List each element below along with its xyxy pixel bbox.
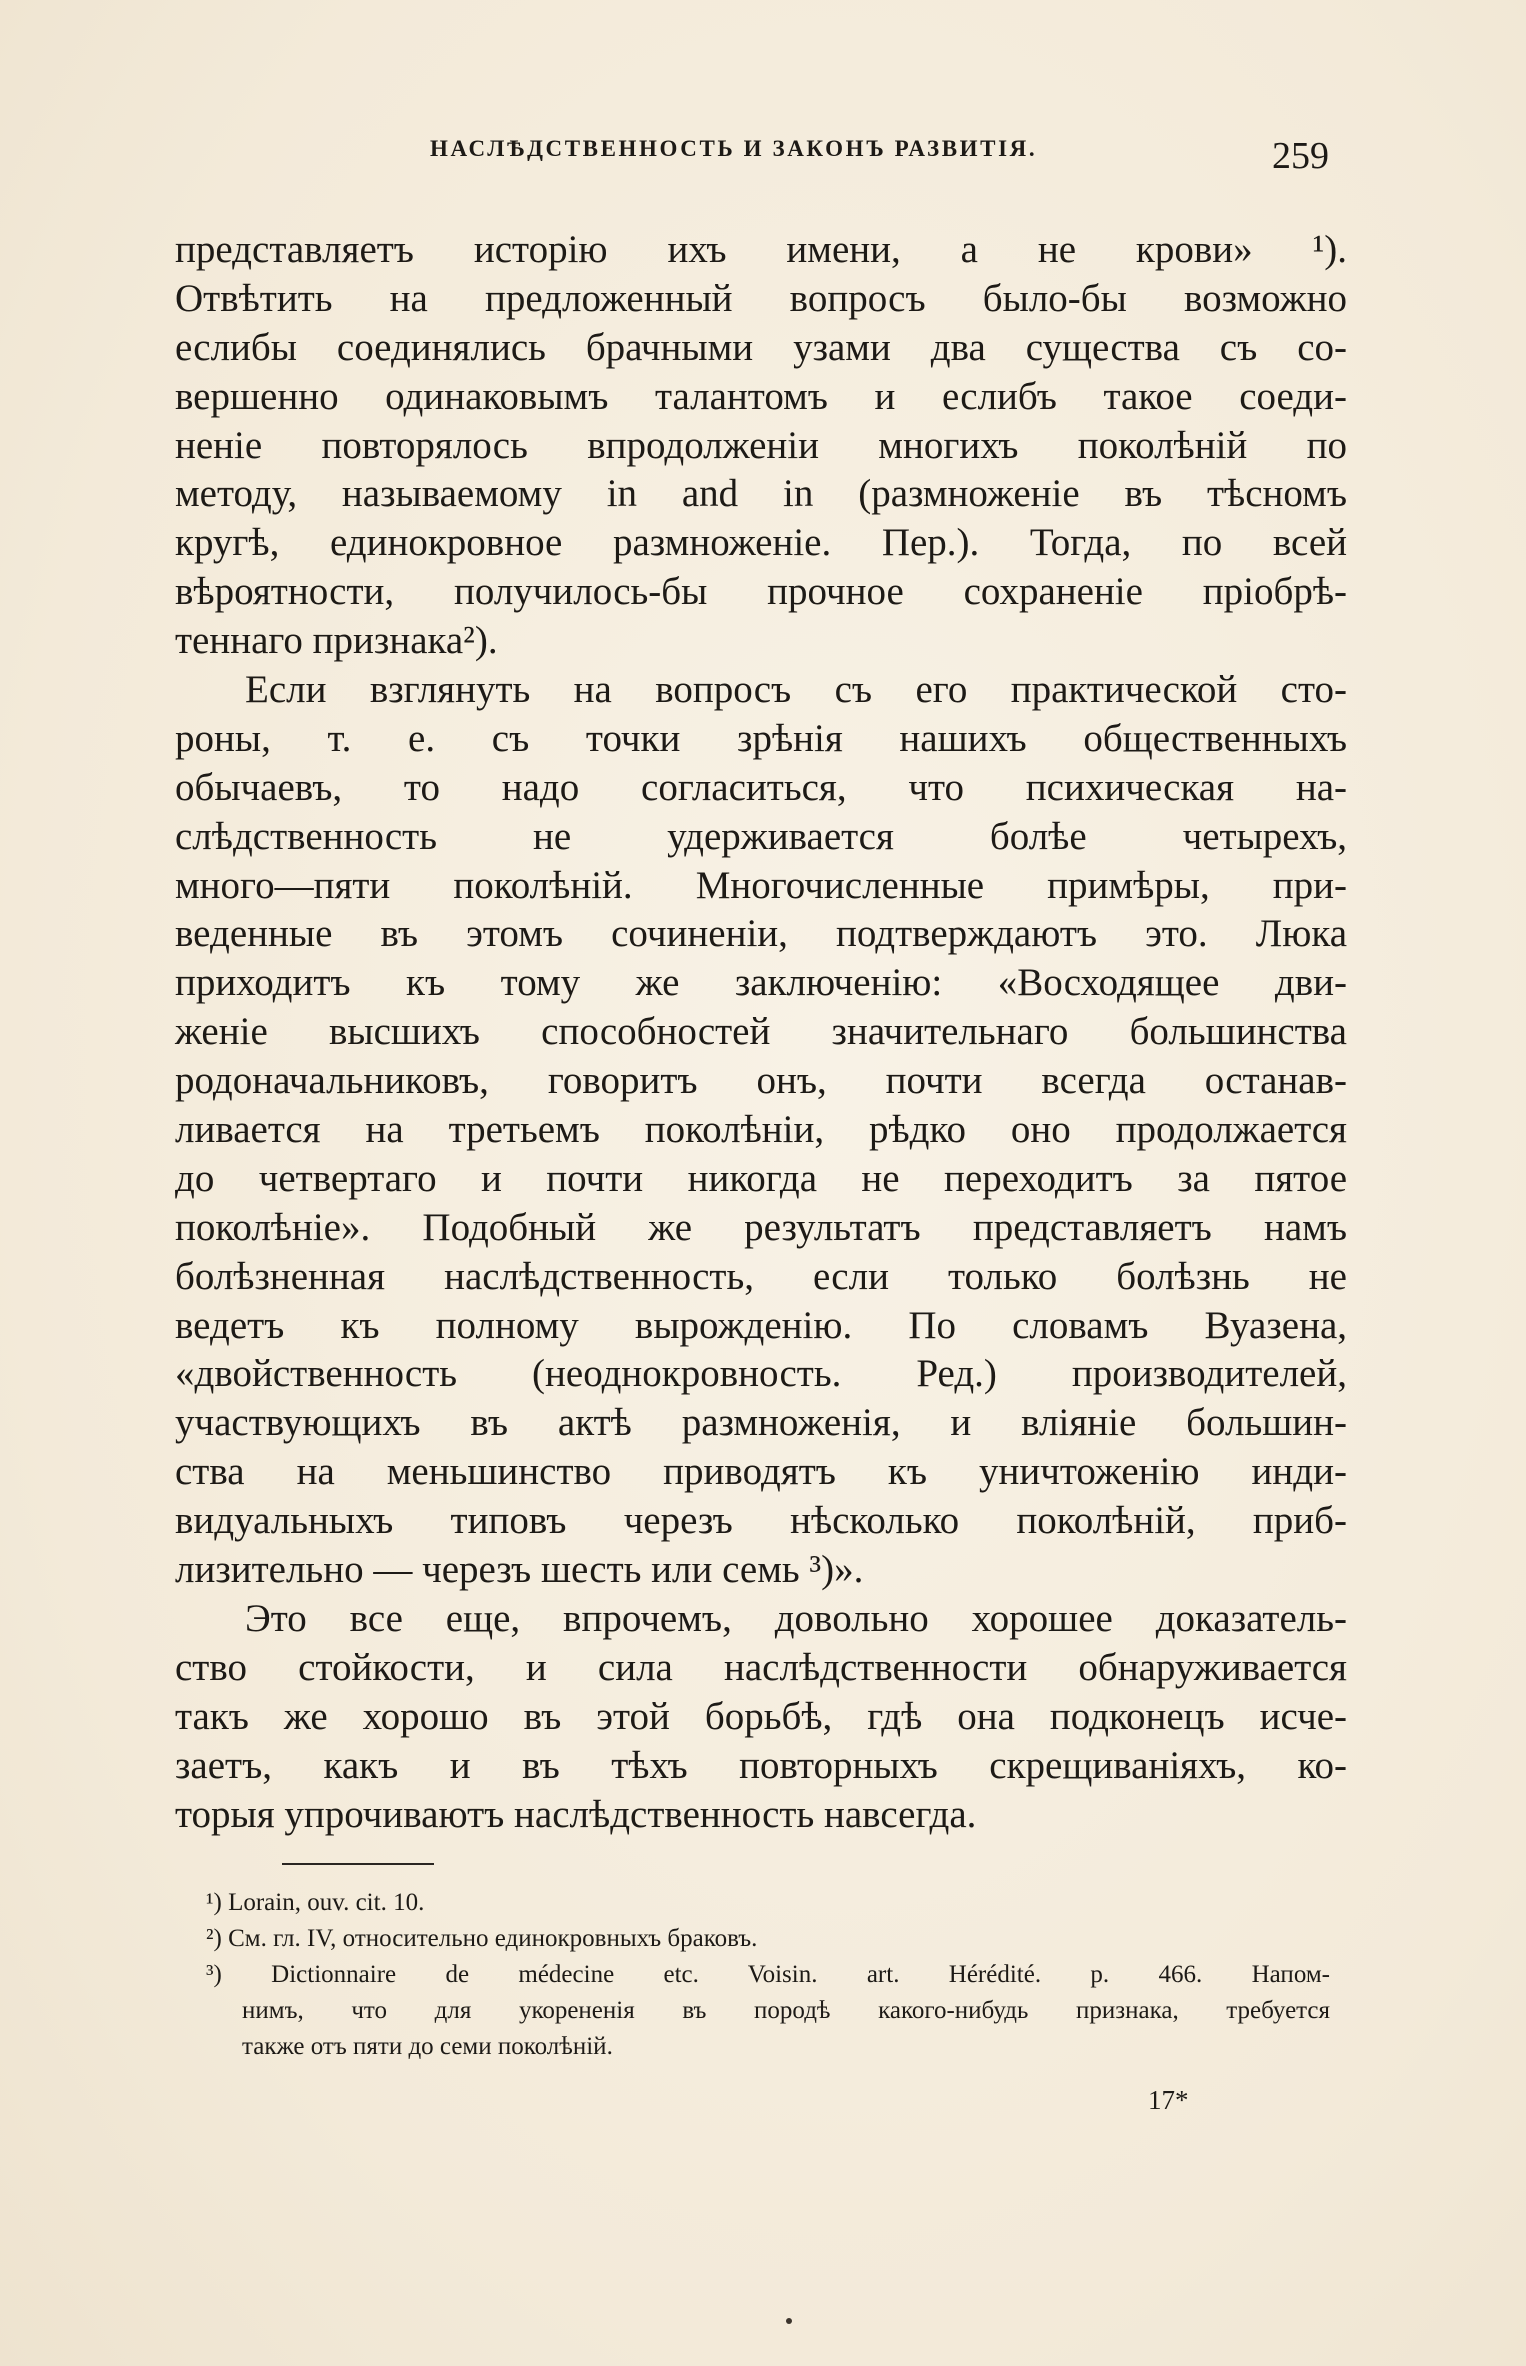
text-line: методу, называемому in and in (размноженіе въ тѣсномъ xyxy=(175,472,1347,516)
footnote-2: ²) См. гл. IV, относительно единокровныхъ браковъ. xyxy=(206,1925,758,1952)
text-line: такъ же хорошо въ этой борьбѣ, гдѣ она подконецъ исче- xyxy=(175,1694,1347,1738)
text-line: видуальныхъ типовъ черезъ нѣсколько поколѣній, приб- xyxy=(175,1499,1347,1543)
text-line: Отвѣтить на предложенный вопросъ было-бы возможно xyxy=(175,276,1347,320)
footnote-separator xyxy=(282,1863,434,1865)
text-line: поколѣніе». Подобный же результатъ представляетъ намъ xyxy=(175,1205,1347,1249)
signature-mark: 17* xyxy=(1148,2085,1189,2115)
text-line: «двойственность (неоднокровность. Ред.) производителей, xyxy=(175,1352,1347,1396)
text-line: еслибы соединялись брачными узами два существа съ со- xyxy=(175,325,1347,369)
text-line: родоначальниковъ, говоритъ онъ, почти всегда останав- xyxy=(175,1059,1347,1103)
text-line: заетъ, какъ и въ тѣхъ повторныхъ скрещиваніяхъ, ко- xyxy=(175,1743,1347,1787)
text-line: слѣдственность не удерживается болѣе четырехъ, xyxy=(175,814,1347,858)
text-line: много—пяти поколѣній. Многочисленные примѣры, при- xyxy=(175,863,1347,907)
text-line: болѣзненная наслѣдственность, если только болѣзнь не xyxy=(175,1254,1347,1298)
text-line: ство стойкости, и сила наслѣдственности обнаруживается xyxy=(175,1645,1347,1689)
text-line: приходитъ къ тому же заключенію: «Восходящее дви- xyxy=(175,961,1347,1005)
text-line: до четвертаго и почти никогда не переходитъ за пятое xyxy=(175,1156,1347,1200)
text-line: женіе высшихъ способностей значительнаго большинства xyxy=(175,1010,1347,1054)
footnote-3-continued: нимъ, что для укорененія въ породѣ какого-нибудь признака, требуется xyxy=(242,1997,1330,2024)
body-text xyxy=(175,226,1347,1839)
footnote-1: ¹) Lorain, ouv. cit. 10. xyxy=(206,1889,425,1916)
text-line: обычаевъ, то надо согласиться, что психическая на- xyxy=(175,765,1347,809)
ink-speck xyxy=(786,2318,792,2324)
text-line: неніе повторялось впродолженіи многихъ поколѣній по xyxy=(175,423,1347,467)
text-line: веденные въ этомъ сочиненіи, подтверждаютъ это. Люка xyxy=(175,912,1347,956)
text-line: вѣроятности, получилось-бы прочное сохраненіе пріобрѣ- xyxy=(175,570,1347,614)
text-line: торыя упрочиваютъ наслѣдственность навсегда. xyxy=(175,1792,977,1836)
text-line: представляетъ исторію ихъ имени, а не крови» ¹). xyxy=(175,228,1347,271)
paragraph-start-line: Это все еще, впрочемъ, довольно хорошее доказатель- xyxy=(245,1596,1347,1640)
text-line: ства на меньшинство приводятъ къ уничтоженію инди- xyxy=(175,1450,1347,1494)
paragraph-start-line: Если взглянуть на вопросъ съ его практической сто- xyxy=(245,668,1347,712)
text-line: теннаго признака²). xyxy=(175,619,498,663)
text-line: ливается на третьемъ поколѣніи, рѣдко оно продолжается xyxy=(175,1108,1347,1152)
text-line: лизительно — черезъ шесть или семь ³)». xyxy=(175,1548,864,1592)
running-title: НАСЛѢДСТВЕННОСТЬ И ЗАКОНЪ РАЗВИТІЯ. xyxy=(430,136,1038,161)
text-line: роны, т. е. съ точки зрѣнія нашихъ общественныхъ xyxy=(175,716,1347,760)
footnotes xyxy=(206,1885,1330,2065)
text-line: ведетъ къ полному вырожденію. По словамъ Вуазена, xyxy=(175,1303,1347,1347)
text-line: кругѣ, единокровное размноженіе. Пер.). Тогда, по всей xyxy=(175,521,1347,565)
page-number: 259 xyxy=(1272,135,1329,177)
footnote-3: ³) Dictionnaire de médecine etc. Voisin. art. Hérédité. p. 466. Напом- xyxy=(206,1961,1330,1988)
text-line: вершенно одинаковымъ талантомъ и еслибъ такое соеди- xyxy=(175,374,1347,418)
footnote-3-continued: также отъ пяти до семи поколѣній. xyxy=(242,2033,613,2060)
text-line: участвующихъ въ актѣ размноженія, и вліяніе большин- xyxy=(175,1401,1347,1445)
